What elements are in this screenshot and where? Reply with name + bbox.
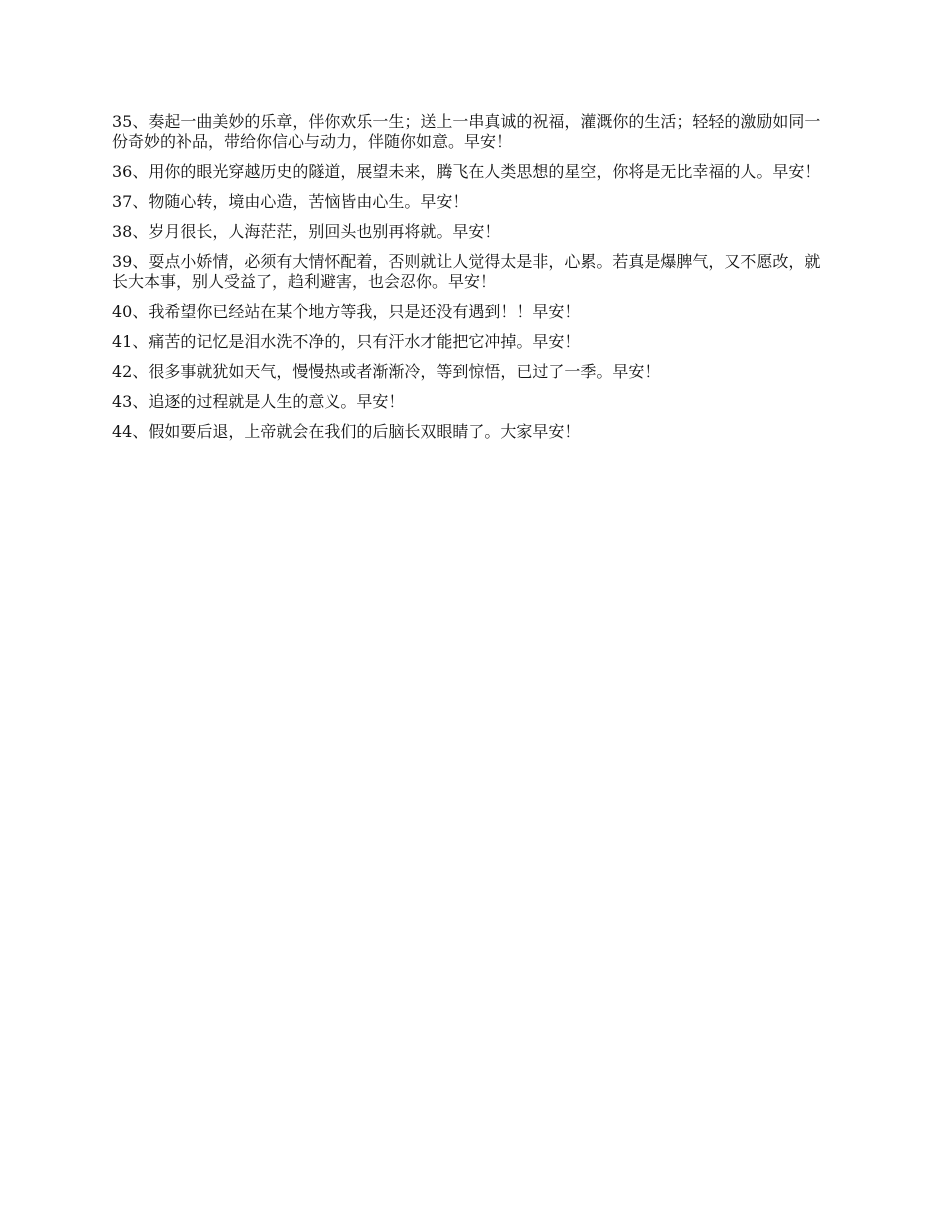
paragraph-39: 39、耍点小娇情，必须有大情怀配着，否则就让人觉得太是非，心累。若真是爆脾气，又不愿改，就长大本事，别人受益了，趋利避害，也会忍你。早安！ (112, 252, 821, 291)
paragraph-35: 35、奏起一曲美妙的乐章，伴你欢乐一生；送上一串真诚的祝福，灌溉你的生活；轻轻的激励如同一份奇妙的补品，带给你信心与动力，伴随你如意。早安！ (112, 112, 821, 151)
paragraph-43: 43、追逐的过程就是人生的意义。早安！ (112, 392, 405, 411)
paragraph-41: 41、痛苦的记忆是泪水洗不净的，只有汗水才能把它冲掉。早安！ (112, 332, 581, 351)
paragraph-44: 44、假如要后退，上帝就会在我们的后脑长双眼睛了。大家早安！ (112, 422, 581, 441)
paragraph-40: 40、我希望你已经站在某个地方等我，只是还没有遇到！！早安！ (112, 302, 581, 321)
paragraph-42: 42、很多事就犹如天气，慢慢热或者渐渐冷，等到惊悟，已过了一季。早安！ (112, 362, 661, 381)
paragraph-37: 37、物随心转，境由心造，苦恼皆由心生。早安！ (112, 192, 469, 211)
paragraph-36: 36、用你的眼光穿越历史的隧道，展望未来，腾飞在人类思想的星空，你将是无比幸福的人。早安！ (112, 162, 821, 181)
paragraph-38: 38、岁月很长，人海茫茫，别回头也别再将就。早安！ (112, 222, 501, 241)
document-body (112, 112, 830, 452)
